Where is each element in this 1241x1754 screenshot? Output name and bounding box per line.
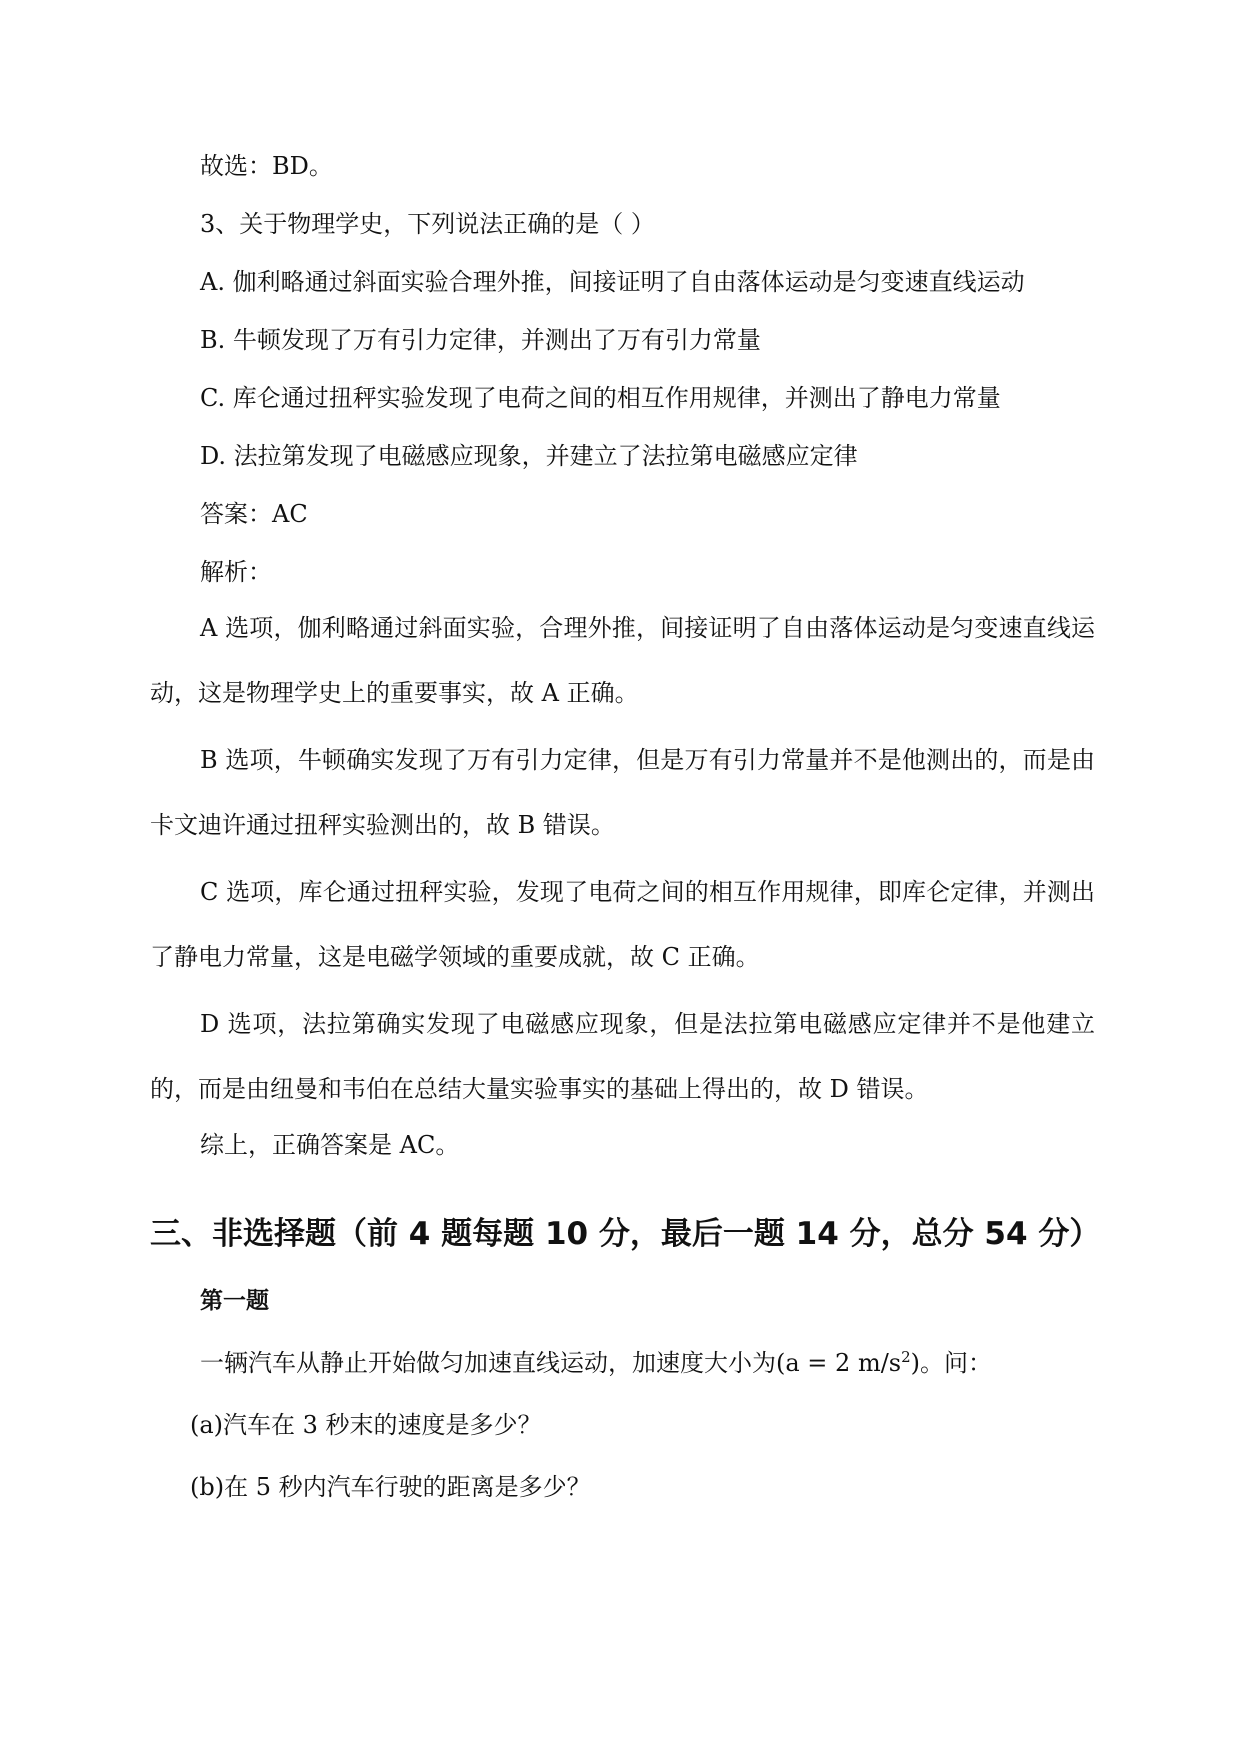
section-3-title: 三、非选择题（前 4 题每题 10 分，最后一题 14 分，总分 54 分） [150, 1216, 1101, 1252]
question-3-option-a: A. 伽利略通过斜面实验合理外推，间接证明了自由落体运动是匀变速直线运动 [200, 268, 1025, 296]
analysis-paragraph-c: C 选项，库仑通过扭秤实验，发现了电荷之间的相互作用规律，即库仑定律，并测出了静电力常量，这是电磁学领域的重要成就，故 C 正确。 [150, 878, 1095, 971]
problem-1-stem-end: 。问： [920, 1349, 993, 1377]
analysis-summary: 综上，正确答案是 AC。 [200, 1131, 460, 1159]
previous-answer-conclusion: 故选：BD。 [200, 152, 333, 180]
problem-1-stem [200, 1346, 992, 1380]
acceleration-formula: (a = 2 $m/s^2$) [776, 1348, 921, 1377]
analysis-paragraph-d: D 选项，法拉第确实发现了电磁感应现象，但是法拉第电磁感应定律并不是他建立的，而是由纽曼和韦伯在总结大量实验事实的基础上得出的，故 D 错误。 [150, 1010, 1095, 1103]
question-3-option-b: B. 牛顿发现了万有引力定律，并测出了万有引力常量 [200, 326, 761, 354]
question-3-analysis-label: 解析： [200, 558, 272, 586]
problem-1-part-b: (b)在 5 秒内汽车行驶的距离是多少？ [190, 1473, 591, 1501]
problem-1-title: 第一题 [200, 1288, 269, 1314]
problem-1-part-a: (a)汽车在 3 秒末的速度是多少？ [190, 1411, 542, 1439]
question-3-option-d: D. 法拉第发现了电磁感应现象，并建立了法拉第电磁感应定律 [200, 442, 858, 470]
question-3-stem: 3、关于物理学史，下列说法正确的是（ ） [200, 210, 655, 238]
analysis-paragraph-b: B 选项，牛顿确实发现了万有引力定律，但是万有引力常量并不是他测出的，而是由卡文迪许通过扭秤实验测出的，故 B 错误。 [150, 746, 1095, 839]
question-3-option-c: C. 库仑通过扭秤实验发现了电荷之间的相互作用规律，并测出了静电力常量 [200, 384, 1001, 412]
analysis-paragraph-a: A 选项，伽利略通过斜面实验，合理外推，间接证明了自由落体运动是匀变速直线运动，这是物理学史上的重要事实，故 A 正确。 [150, 614, 1095, 707]
question-3-answer: 答案：AC [200, 500, 308, 528]
problem-1-stem-text: 一辆汽车从静止开始做匀加速直线运动，加速度大小为 [200, 1349, 776, 1377]
